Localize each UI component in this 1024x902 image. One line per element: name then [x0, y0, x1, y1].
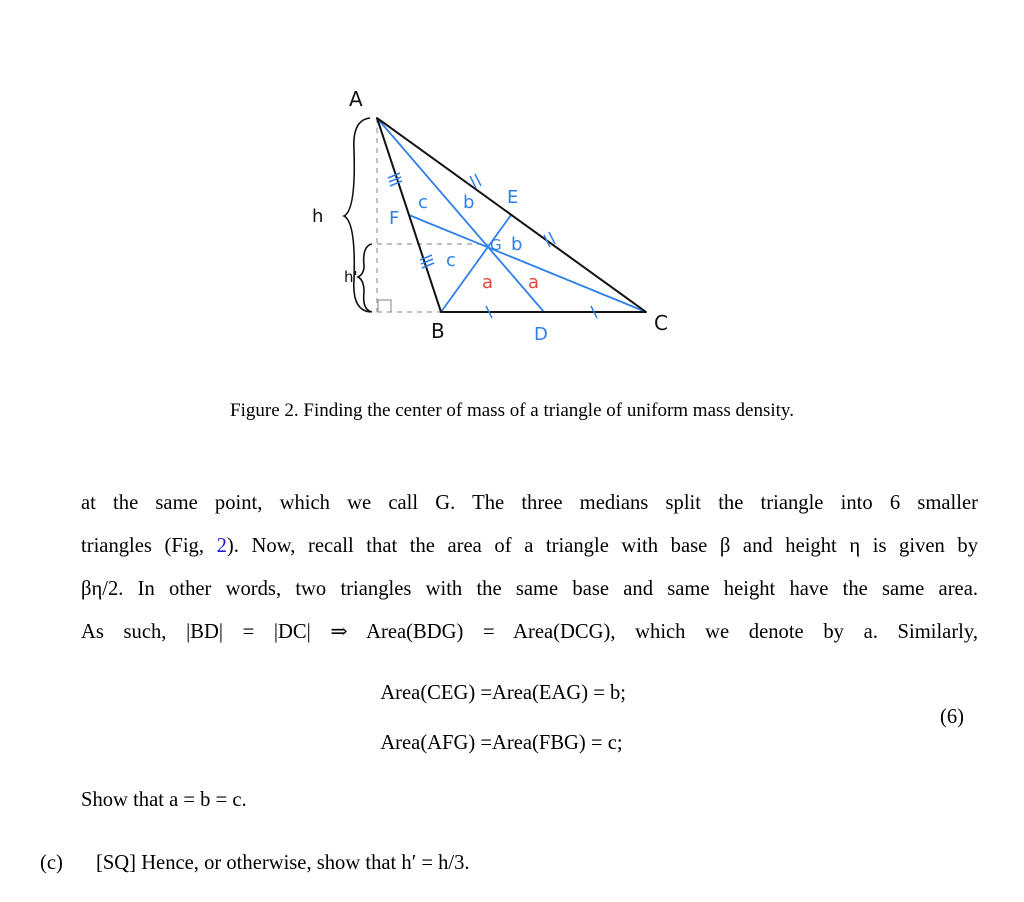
right-angle-marker: [378, 300, 391, 312]
label-F: F: [389, 208, 400, 229]
part-c-label: (c): [40, 852, 63, 874]
equation-row-1-rhs: Area(EAG) = b;: [492, 682, 626, 704]
label-D: D: [534, 324, 548, 345]
median-C-F: [409, 215, 646, 312]
label-h-prime: h': [344, 268, 358, 286]
label-h: h: [312, 206, 324, 227]
tick-AF-1: [388, 173, 400, 178]
area-label-b-lower: b: [511, 234, 523, 255]
body-paragraph: [81, 482, 978, 654]
paragraph-line-2-post: ). Now, recall that the area of a triangle with base β and height η is given by: [226, 535, 979, 557]
label-G: G: [490, 236, 502, 254]
figure-reference-link[interactable]: 2: [216, 535, 227, 557]
area-label-b-upper: b: [463, 192, 475, 213]
label-E: E: [507, 187, 519, 208]
show-that-statement: Show that a = b = c.: [81, 789, 247, 811]
label-C: C: [654, 311, 668, 335]
triangle-ABC: [377, 118, 646, 312]
equation-row-2-rhs: Area(FBG) = c;: [492, 732, 623, 754]
median-A-D: [377, 118, 544, 312]
paragraph-line-3: βη/2. In other words, two triangles with the same base and same height have the same area.: [81, 578, 978, 600]
tick-AE-2: [475, 174, 481, 186]
area-label-c-upper: c: [418, 192, 428, 213]
tick-AF-2: [389, 177, 401, 182]
label-B: B: [431, 319, 445, 343]
label-A: A: [349, 87, 363, 111]
paragraph-line-4: As such, |BD| = |DC| ⇒ Area(BDG) = Area(DCG), which we denote by a. Similarly,: [81, 621, 978, 643]
paragraph-line-2: [81, 525, 978, 568]
triangle-figure: [300, 70, 700, 360]
area-label-c-lower: c: [446, 250, 456, 271]
tick-FB-3: [422, 263, 434, 268]
area-label-a-left: a: [482, 272, 494, 293]
paragraph-line-1: at the same point, which we call G. The three medians split the triangle into 6 smaller: [81, 492, 978, 514]
triangle-outline: [377, 118, 646, 312]
brace-h-prime: [358, 244, 372, 312]
equation-row-2-lhs: Area(AFG) =: [380, 732, 492, 754]
area-label-a-right: a: [528, 272, 540, 293]
paragraph-line-2-pre: triangles (Fig,: [81, 535, 217, 557]
part-c-question: [SQ] Hence, or otherwise, show that h′ = h/3.: [96, 852, 470, 874]
figure-caption: Figure 2. Finding the center of mass of a triangle of uniform mass density.: [230, 400, 794, 421]
equation-row-1-lhs: Area(CEG) =: [380, 682, 492, 704]
equation-number: (6): [940, 706, 965, 728]
